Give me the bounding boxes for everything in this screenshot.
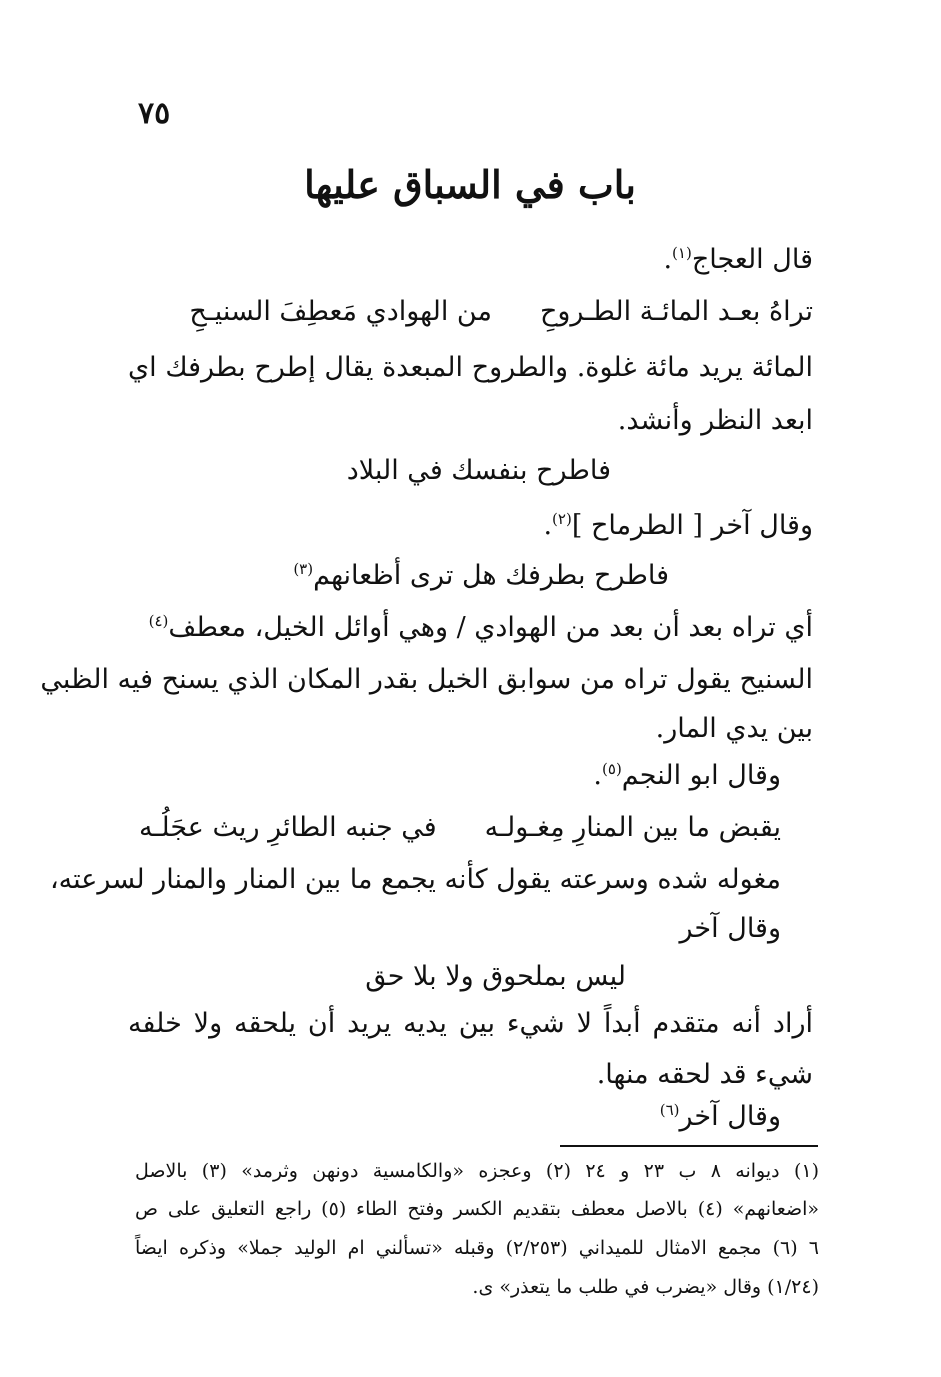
text-line-13: مغوله شده وسرعته يقول كأنه يجمع ما بين المنار والمنار لسرعته، [49, 864, 781, 895]
verse-1-second-hemistich: من الهوادي مَعطِفَ السنيـحِ [189, 296, 492, 327]
footnote-line-2: «اضعانهم» (٤) بالاصل معطف بتقديم الكسر وفتح الطاء (٥) راجع التعليق على ص [135, 1198, 819, 1220]
text-line-9: السنيح يقول تراه من سوابق الخيل بقدر المكان الذي يسنح فيه الظبي [40, 664, 813, 695]
text-line-10: بين يدي المار. [655, 713, 813, 744]
verse-line-7 [293, 560, 669, 592]
verse-line-5: فاطرح بنفسك في البلاد [346, 455, 611, 486]
line-8-text: أي تراه بعد أن بعد من الهوادي / وهي أوائل الخيل، معطف [168, 612, 813, 643]
text-line-16: أراد أنه متقدم أبداً لا شيء بين يديه يريد أن يلحقه ولا خلفه [128, 1008, 813, 1039]
text-line-14: وقال آخر [679, 913, 781, 944]
text-line-17: شيء قد لحقه منها. [596, 1059, 813, 1090]
line-6-end: . [543, 510, 553, 541]
text-line-11 [593, 760, 781, 792]
footnote-line-3: ٦ (٦) مجمع الامثال للميداني (٢/٢٥٣) وقبله «تسألني ام الوليد جملا» وذكره ايضاً [135, 1237, 819, 1259]
verse-1-first-hemistich: تراهُ بعـد المائـة الطـروحِ [539, 296, 813, 327]
page-number: ٧٥ [138, 96, 171, 131]
text-line-8 [149, 612, 813, 644]
footnote-line-1: (١) ديوانه ٨ ب ٢٣ و ٢٤ (٢) وعجزه «والكامسية دونهن وثرمد» (٣) بالاصل [135, 1160, 820, 1182]
footnote-ref-4: (٤) [148, 612, 169, 630]
line-11-end: . [593, 760, 603, 791]
line-18-text: وقال آخر [679, 1101, 781, 1132]
text-line-18 [660, 1101, 781, 1133]
line-1-end: . [663, 244, 673, 275]
line-11-text: وقال ابو النجم [621, 760, 781, 791]
line-7-text: فاطرح بطرفك هل ترى أظعانهم [313, 560, 669, 591]
footnote-ref-3: (٣) [293, 560, 314, 578]
verse-1 [189, 296, 813, 328]
footnote-ref-6: (٦) [659, 1101, 680, 1119]
verse-2-first-hemistich: يقبض ما بين المنارِ مِغـولـه [484, 812, 781, 843]
text-line-3: المائة يريد مائة غلوة. والطروح المبعدة يقال إطرح بطرفك اي [128, 352, 813, 383]
footnote-ref-1: (١) [672, 244, 692, 262]
verse-2-second-hemistich: في جنبه الطائرِ ريث عجَلُـه [139, 812, 437, 843]
footnote-line-4: (١/٢٤) وقال «يضرب في طلب ما يتعذر» ى. [472, 1276, 819, 1298]
text-line-1 [663, 244, 813, 276]
line-1-text: قال العجاج [691, 244, 813, 275]
footnote-separator [560, 1145, 818, 1147]
footnote-ref-5: (٥) [602, 760, 622, 778]
footnote-ref-2: (٢) [552, 510, 572, 528]
verse-line-15: ليس بملحوق ولا بلا حق [365, 961, 626, 992]
line-6-text: وقال آخر [ الطرماح ] [571, 510, 813, 541]
text-line-4: ابعد النظر وأنشد. [617, 405, 813, 436]
chapter-title: باب في السباق عليها [304, 162, 636, 207]
verse-2 [139, 812, 781, 844]
text-line-6 [543, 510, 813, 542]
